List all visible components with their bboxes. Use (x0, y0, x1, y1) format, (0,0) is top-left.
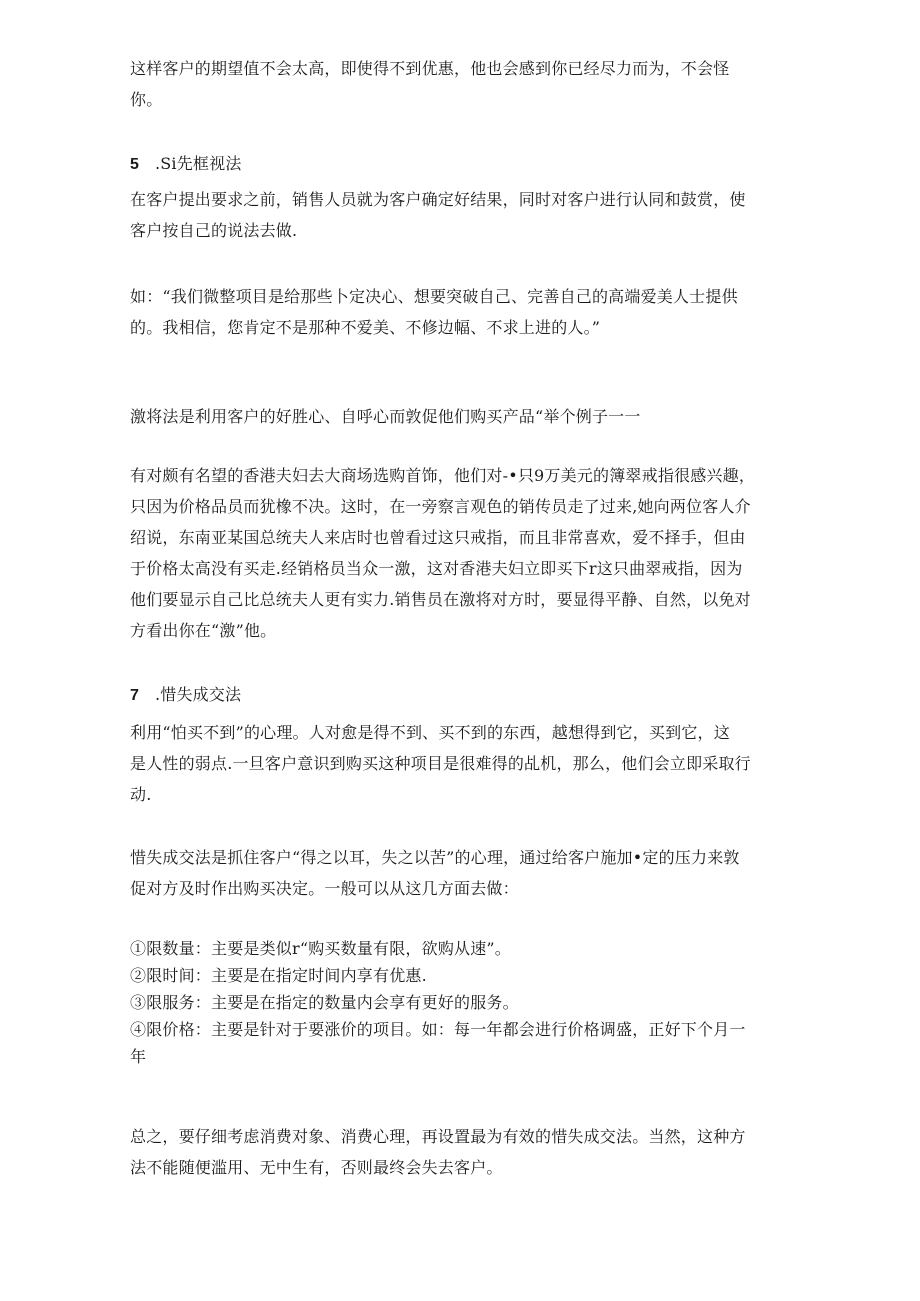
paragraph-expectation (130, 53, 790, 115)
paragraph-provocation-method (130, 401, 790, 432)
section-heading-5 (130, 148, 790, 180)
text-line: 这样客户的期望值不会太高，即使得不到优惠，他也会感到你已经尽力而为，不会怪 (130, 59, 730, 78)
paragraph-fear-of-missing (130, 717, 790, 810)
text-line: 在客户提出要求之前，销售人员就为客户确定好结果，同时对客户进行认同和鼓赏，使 (130, 190, 746, 209)
text-line: 客户按自己的说法去做. (130, 221, 298, 240)
section-number: 5 (130, 156, 140, 173)
text-line: 是人性的弱点.一旦客户意识到购买这种项目是很难得的乩机，那么，他们会立即采取行 (130, 754, 751, 773)
text-line: 方看出你在“激”他。 (130, 621, 277, 640)
text-line: 绍说，东南亚某国总统夫人来店时也曾看过这只戒指，而且非常喜欢，爱不择手，但由 (130, 528, 746, 547)
text-line: 促对方及时作出购买决定。一般可以从这几方面去做： (130, 879, 519, 898)
section-number: 7 (130, 687, 140, 704)
text-line: 总之，要仔细考虑消费对象、消费心理，再设置最为有效的惜失成交法。当然，这种方 (130, 1127, 746, 1146)
text-line: 动. (130, 785, 152, 804)
text-line: 于价格太高没有买走.经销格员当众一激，这对香港夫妇立即买下r这只曲翠戒指，因为 (130, 559, 743, 578)
list-item: 年 (130, 1047, 147, 1066)
list-item: ①限数量：主要是类似r“购买数量有限，欲购从速”。 (130, 939, 512, 958)
text-line: 他们要显示自己比总统夫人更有实力.销售员在激将对方时，要显得平静、自然，以免对 (130, 590, 751, 609)
text-line: 利用“怕买不到”的心理。人对愈是得不到、买不到的东西，越想得到它，买到它，这 (130, 723, 730, 742)
paragraph-conclusion (130, 1121, 790, 1183)
paragraph-loss-closing (130, 842, 790, 904)
section-title: .Si先框视法 (154, 154, 242, 173)
text-line: 你。 (130, 90, 163, 109)
section-title: .惜失成交法 (154, 685, 242, 704)
text-line: 只因为价格品员而犹橡不决。这时，在一旁察言观色的销传员走了过来,她向两位客人介 (130, 497, 751, 516)
paragraph-hongkong-couple (130, 460, 790, 646)
text-line: 法不能随便滥用、无中生有，否则最终会失去客户。 (130, 1158, 503, 1177)
text-line: 有对颇有名望的香港夫妇去大商场选购首饰，他们对-•只9万美元的簿翠戒指很感兴趣， (130, 466, 756, 485)
paragraph-frame-method (130, 184, 790, 246)
text-line: 的。我相信，您肯定不是那种不爱美、不修边幅、不求上进的人。” (130, 318, 601, 337)
section-heading-7 (130, 679, 790, 711)
text-line: 激将法是利用客户的好胜心、自呼心而敦促他们购买产品“举个例子一一 (130, 407, 641, 426)
text-line: 如：“我们微整项目是给那些卜定决心、想要突破自己、完善自己的高端爱美人士提供 (130, 287, 738, 306)
list-item: ③限服务：主要是在指定的数量内会享有更好的服务。 (130, 993, 519, 1012)
paragraph-example-quote (130, 281, 790, 343)
text-line: 惜失成交法是抓住客户“得之以耳，失之以苦”的心理，通过给客户施加•定的压力来敦 (130, 848, 740, 867)
list-item: ④限价格：主要是针对于要涨价的项目。如：每一年都会进行价格调盛，正好下个月一 (130, 1020, 746, 1039)
list-item: ②限时间：主要是在指定时间内享有优惠. (130, 966, 427, 985)
limit-list (130, 935, 790, 1070)
